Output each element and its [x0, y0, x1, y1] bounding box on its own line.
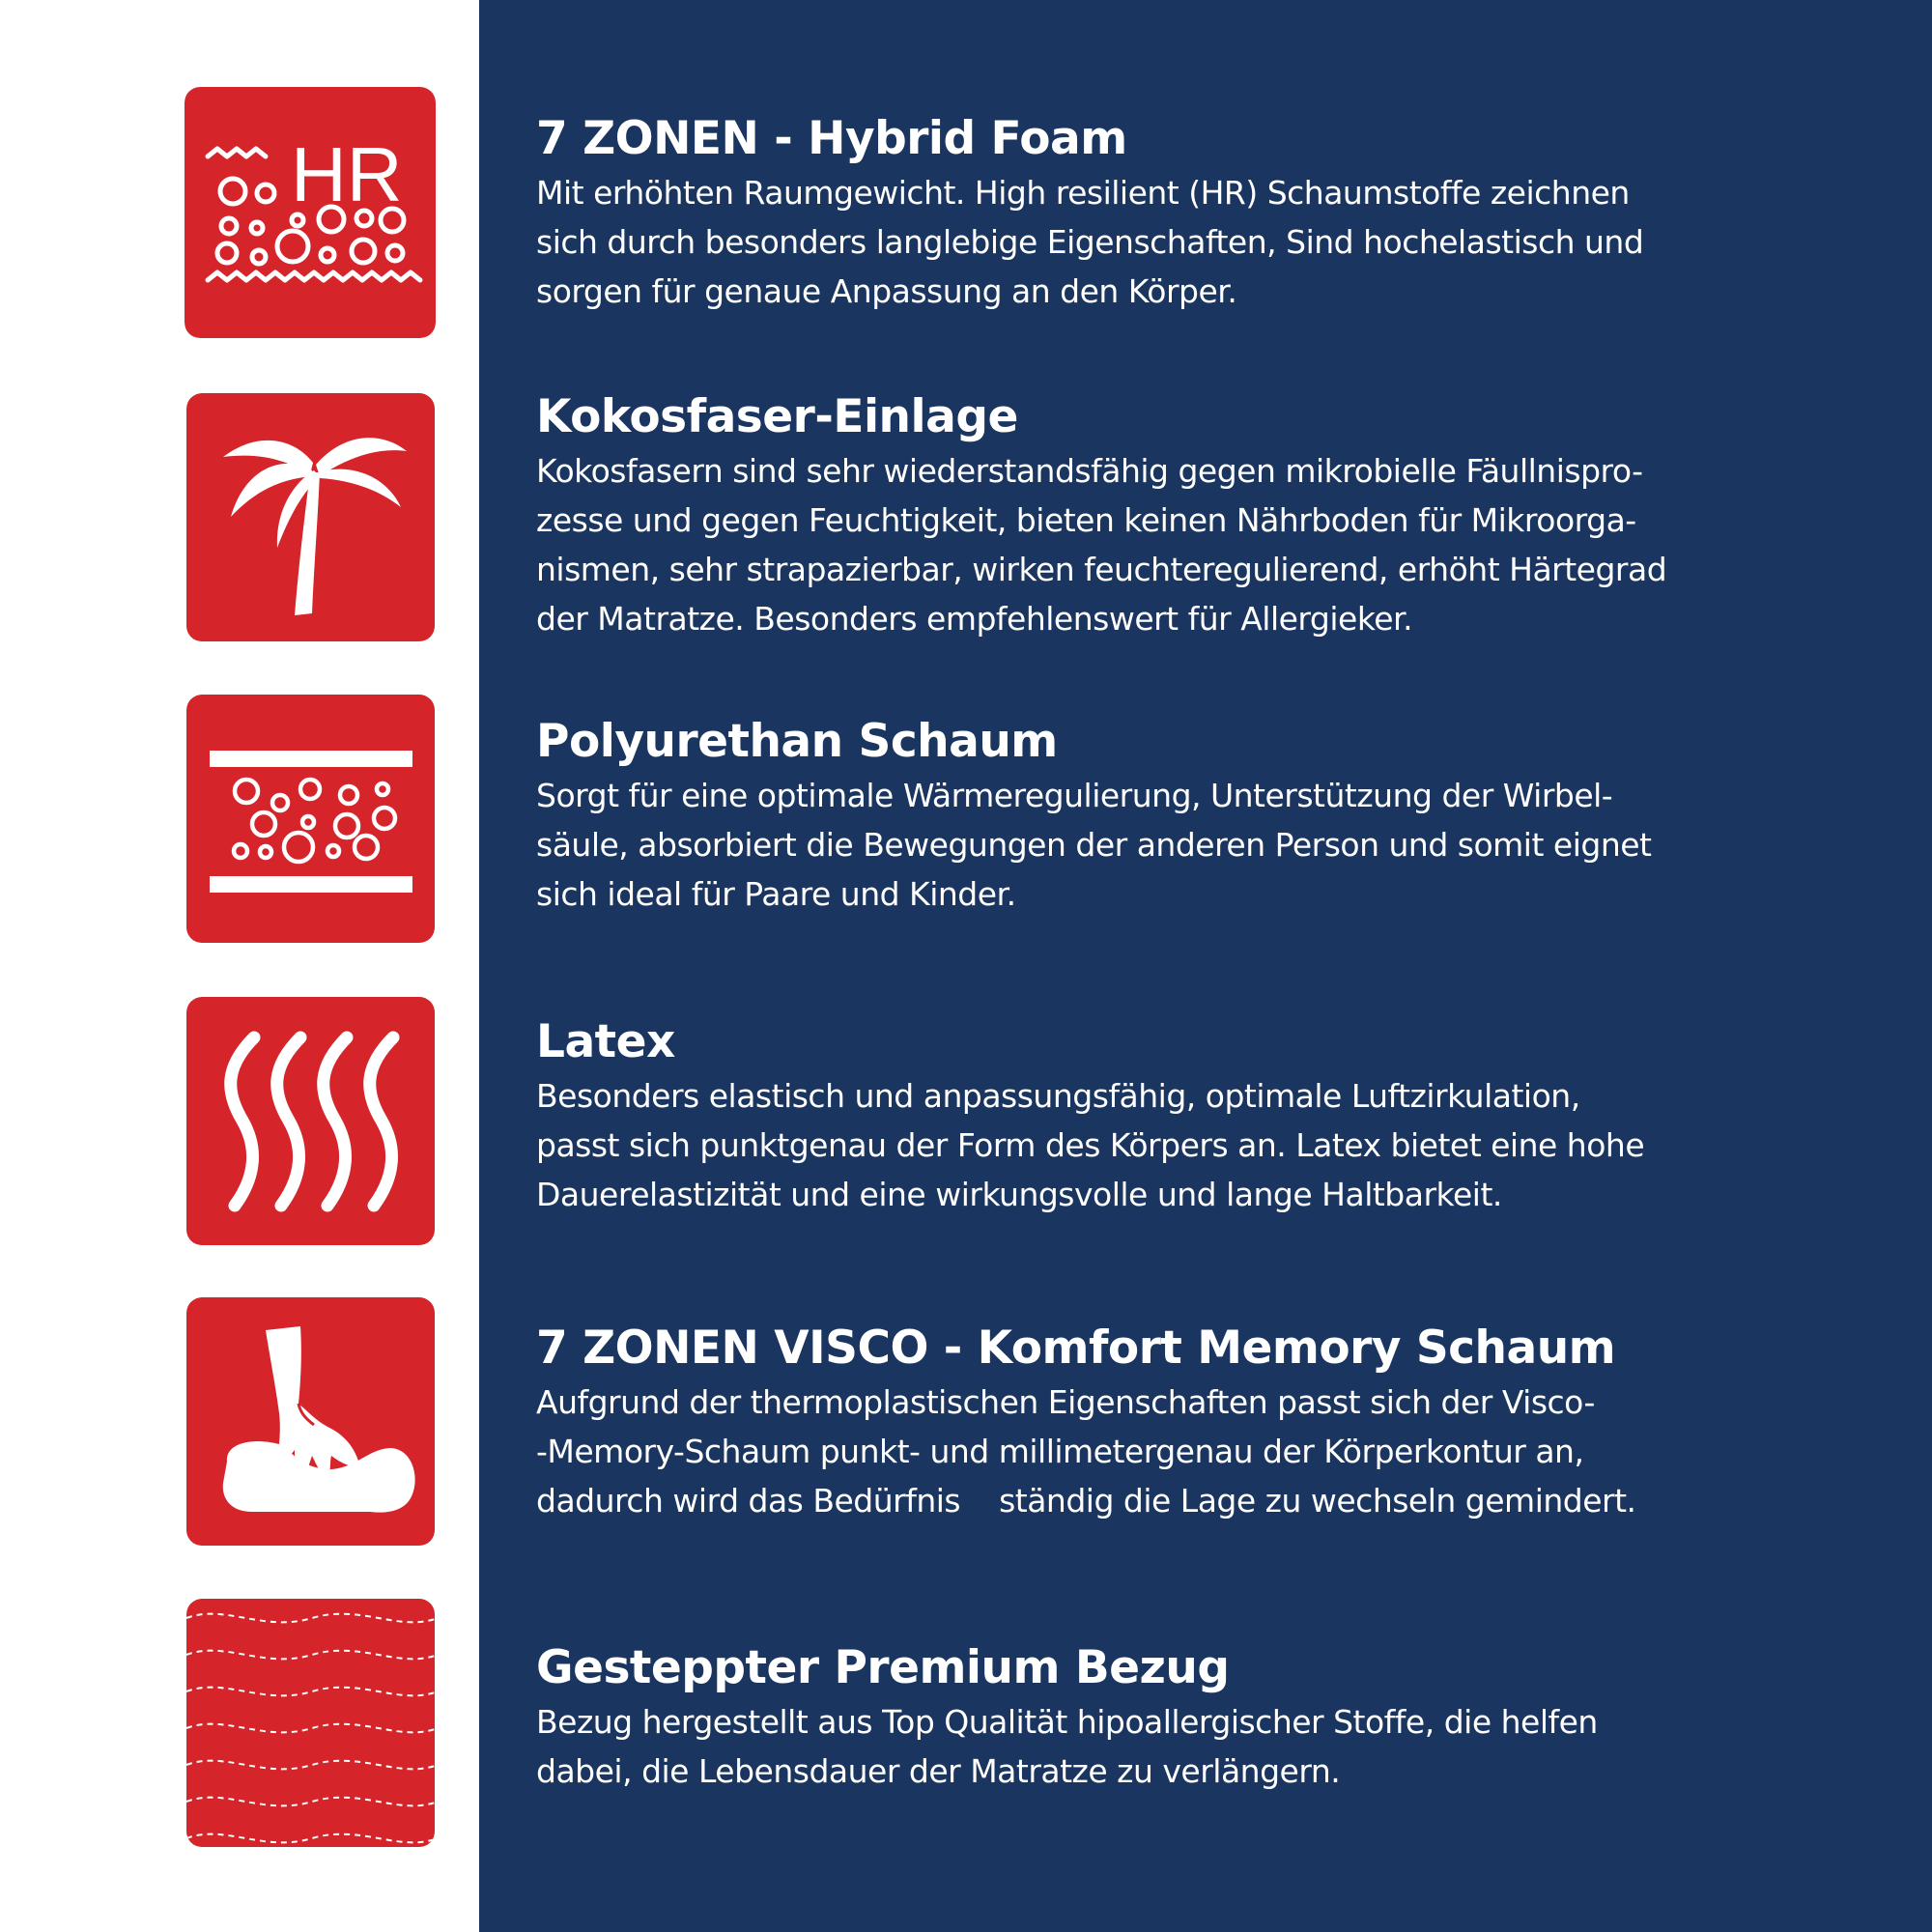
description-line: nismen, sehr strapazierbar, wirken feuchteregulierend, erhöht Härtegrad: [536, 551, 1667, 588]
description-line: -Memory-Schaum punkt- und millimetergenau der Körperkontur an,: [536, 1433, 1584, 1470]
feature-latex: [536, 1013, 1792, 1219]
feature-description: [536, 1697, 1792, 1796]
feature-title: Latex: [536, 1015, 675, 1068]
description-line: Sorgt für eine optimale Wärmeregulierung, Unterstützung der Wirbel-: [536, 777, 1613, 814]
feature-title: 7 ZONEN - Hybrid Foam: [536, 112, 1127, 165]
foam-layer-icon: [186, 695, 435, 943]
description-line: Dauerelastizität und eine wirkungsvolle und lange Haltbarkeit.: [536, 1176, 1502, 1213]
feature-description: [536, 1378, 1792, 1525]
description-line: sich ideal für Paare und Kinder.: [536, 875, 1016, 913]
description-line: Mit erhöhten Raumgewicht. High resilient (HR) Schaumstoffe zeichnen: [536, 174, 1630, 212]
feature-hybrid-foam: [536, 110, 1792, 316]
feature-description: [536, 771, 1792, 919]
description-line: säule, absorbiert die Bewegungen der anderen Person und somit eignet: [536, 826, 1652, 864]
svg-text:HR: HR: [291, 131, 403, 217]
description-line: Besonders elastisch und anpassungsfähig, optimale Luftzirkulation,: [536, 1077, 1580, 1115]
description-line: sorgen für genaue Anpassung an den Körper.: [536, 272, 1237, 310]
quilted-fabric-icon: [186, 1599, 435, 1847]
feature-title: 7 ZONEN VISCO - Komfort Memory Schaum: [536, 1321, 1616, 1375]
feature-bezug: [536, 1639, 1792, 1796]
feature-description: [536, 1071, 1792, 1219]
feature-polyurethan: [536, 713, 1792, 919]
hr-foam-icon: [185, 87, 436, 338]
hand-pressing-foam-icon: [186, 1297, 435, 1546]
description-line: Aufgrund der thermoplastischen Eigenschaften passt sich der Visco-: [536, 1383, 1595, 1421]
feature-title: Kokosfaser-Einlage: [536, 390, 1018, 443]
feature-kokosfaser: [536, 388, 1792, 643]
description-line: dabei, die Lebensdauer der Matratze zu verlängern.: [536, 1752, 1341, 1790]
feature-visco: [536, 1320, 1792, 1525]
description-line: zesse und gegen Feuchtigkeit, bieten keinen Nährboden für Mikroorga-: [536, 501, 1636, 539]
description-line: dadurch wird das Bedürfnis ständig die Lage zu wechseln gemindert.: [536, 1482, 1636, 1520]
feature-description: [536, 168, 1792, 316]
description-line: sich durch besonders langlebige Eigenschaften, Sind hochelastisch und: [536, 223, 1644, 261]
description-line: der Matratze. Besonders empfehlenswert für Allergieker.: [536, 600, 1413, 638]
description-line: Bezug hergestellt aus Top Qualität hipoallergischer Stoffe, die helfen: [536, 1703, 1598, 1741]
wavy-lines-icon: [186, 997, 435, 1245]
description-line: passt sich punktgenau der Form des Körpers an. Latex bietet eine hohe: [536, 1126, 1645, 1164]
feature-description: [536, 446, 1792, 643]
palm-tree-icon: [186, 393, 435, 641]
feature-title: Gesteppter Premium Bezug: [536, 1641, 1230, 1694]
feature-title: Polyurethan Schaum: [536, 715, 1058, 768]
description-line: Kokosfasern sind sehr wiederstandsfähig gegen mikrobielle Fäullnispro-: [536, 452, 1643, 490]
